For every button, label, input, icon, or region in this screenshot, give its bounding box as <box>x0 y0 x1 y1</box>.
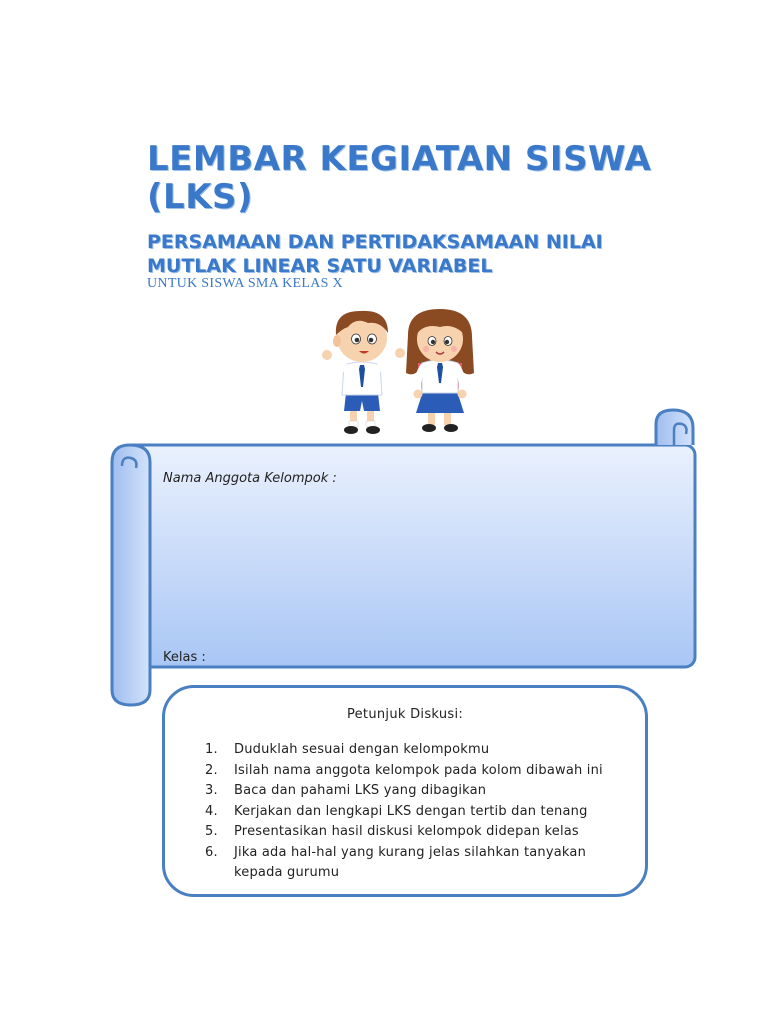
list-item <box>205 802 625 823</box>
target-audience: UNTUK SISWA SMA KELAS X <box>147 276 343 291</box>
topic-line-2: MUTLAK LINEAR SATU VARIABEL <box>147 255 493 277</box>
instructions-list <box>205 740 625 884</box>
item-text: Duduklah sesuai dengan kelompokmu <box>234 742 490 757</box>
instructions-heading: Petunjuk Diskusi: <box>346 707 464 722</box>
class-label: Kelas : <box>163 650 206 665</box>
item-text: Jika ada hal-hal yang kurang jelas silahkan tanyakan kepada gurumu <box>234 844 587 880</box>
item-number: 4. <box>205 803 218 819</box>
topic-line-1: PERSAMAAN DAN PERTIDAKSAMAAN NILAI <box>147 231 603 253</box>
item-number: 2. <box>205 762 218 778</box>
group-members-label: Nama Anggota Kelompok : <box>163 471 337 486</box>
item-text: Kerjakan dan lengkapi LKS dengan tertib dan tenang <box>234 803 588 819</box>
item-number: 5. <box>205 824 218 839</box>
item-number: 1. <box>205 742 218 757</box>
scroll-banner <box>100 400 710 720</box>
list-item <box>205 843 625 884</box>
item-text: Baca dan pahami LKS yang dibagikan <box>234 783 487 798</box>
list-item <box>205 761 625 782</box>
list-item <box>205 822 625 843</box>
title-line-1: LEMBAR KEGIATAN SISWA <box>147 139 652 179</box>
worksheet-title <box>147 140 651 216</box>
item-number: 3. <box>205 783 218 798</box>
discussion-instructions-panel <box>162 685 648 897</box>
title-line-2: (LKS) <box>147 177 254 217</box>
worksheet-topic <box>147 230 603 278</box>
item-text: Presentasikan hasil diskusi kelompok didepan kelas <box>234 824 579 839</box>
list-item <box>205 740 625 761</box>
list-item <box>205 781 625 802</box>
item-number: 6. <box>205 844 218 860</box>
item-text: Isilah nama anggota kelompok pada kolom dibawah ini <box>234 762 603 778</box>
